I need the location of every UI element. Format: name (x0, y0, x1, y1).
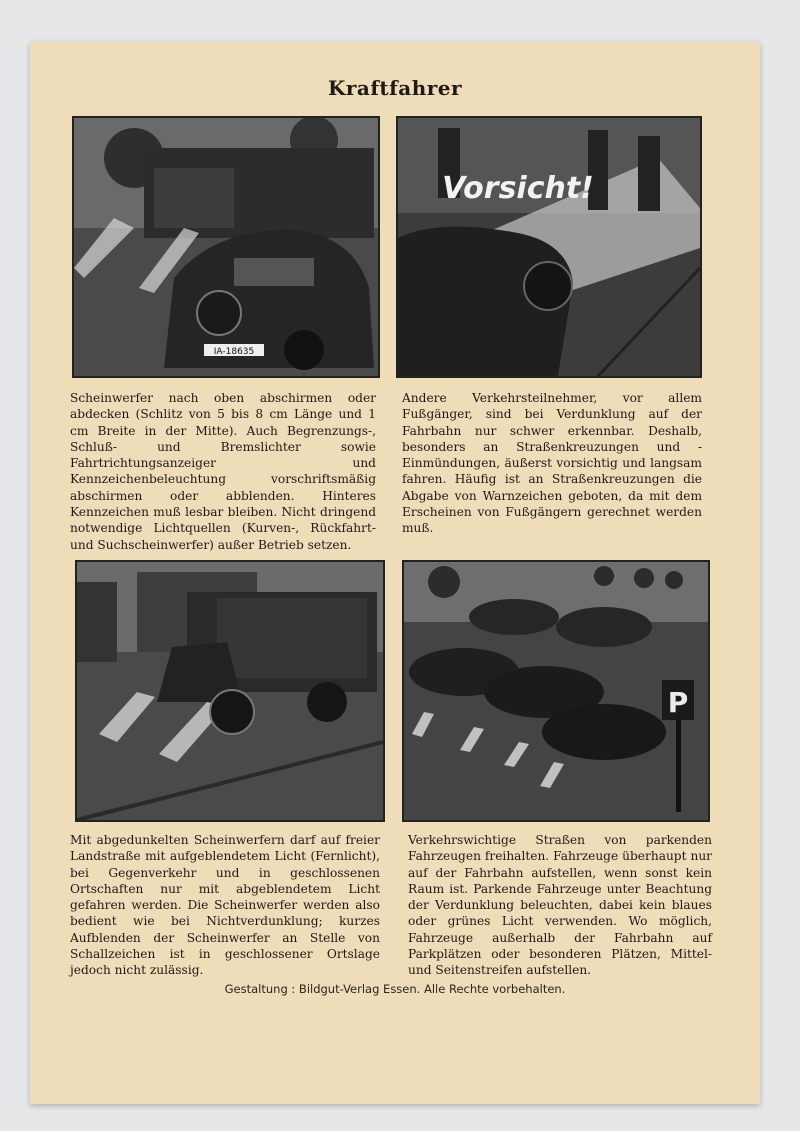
illustration-car-and-truck (72, 116, 380, 378)
license-plate: IA-18635 (213, 347, 255, 357)
publisher-footer: Gestaltung : Bildgut-Verlag Essen. Alle Rechte vorbehalten. (224, 982, 566, 996)
parking-sign-icon: P (667, 686, 689, 719)
illustration-truck-on-road (75, 560, 385, 822)
leaflet-card (30, 42, 760, 1104)
illustration-pedestrians (396, 116, 702, 378)
page-title: Kraftfahrer (327, 76, 463, 100)
vorsicht-text: Vorsicht! (442, 171, 594, 206)
caption-dimmed-headlights: Mit abgedunkelten Scheinwerfern darf auf freier Landstraße mit aufgeblendetem Licht (Fernlicht), bei Gegenverkehr und in geschlossenen Ortschaften nur mit abgeblendetem Licht gefahren werden. Die Scheinwerfer werden also bedient wie bei Nichtverdunklung; kurzes Aufblenden der Scheinwerfer an Stelle von Schallzeichen ist in geschlossener Ortslage jedoch nicht zulässig. (70, 833, 380, 978)
caption-parking-rules: Verkehrswichtige Straßen von parkenden Fahrzeugen freihalten. Fahrzeuge überhaupt nur auf der Fahrbahn aufstellen, wenn sonst kein Raum ist. Parkende Fahrzeuge unter Beachtung der Verdunklung beleuchten, dabei kein blaues oder grünes Licht verwenden. Wo möglich, Fahrzeuge außerhalb der Fahrbahn auf Parkplätzen oder besonderen Plätzen, Mittel- und Seitenstreifen aufstellen. (408, 833, 712, 978)
caption-blackout-headlights: Scheinwerfer nach oben abschirmen oder abdecken (Schlitz von 5 bis 8 cm Länge und 1 cm Breite in der Mitte). Auch Begrenzungs-, Schluß- und Bremslichter sowie Fahrtrichtungsanzeiger und Kennzeichenbeleuchtung vorschriftsmäßig abschirmen oder abblenden. Hinteres Kennzeichen muß lesbar bleiben. Nicht dringend notwendige Lichtquellen (Kurven-, Rückfahrt- und Suchscheinwerfer) außer Betrieb setzen. (70, 391, 376, 552)
illustration-parked-cars (402, 560, 710, 822)
caption-pedestrians-caution: Andere Verkehrsteilnehmer, vor allem Fußgänger, sind bei Verdunklung auf der Fahrbahn nur schwer erkennbar. Deshalb, besonders an Straßenkreuzungen und -Einmündungen, äußerst vorsichtig und langsam fahren. Häufig ist an Straßenkreuzungen die Abgabe von Warnzeichen geboten, da mit dem Erscheinen von Fußgängern gerechnet werden muß. (402, 391, 702, 536)
